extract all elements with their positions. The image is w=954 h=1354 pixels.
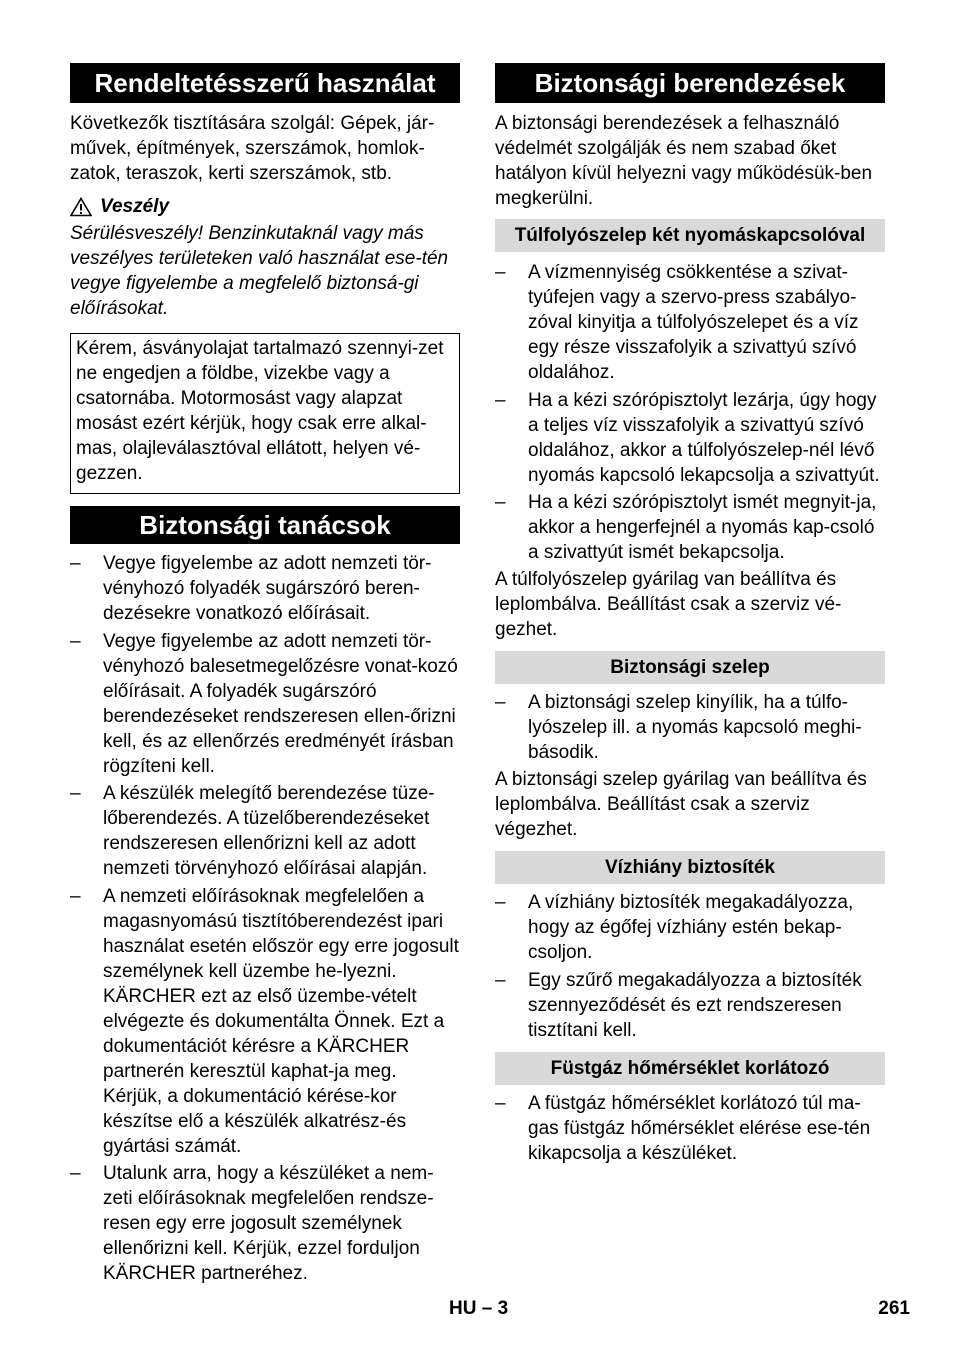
- safety-valve-list: [495, 690, 885, 765]
- warning-triangle-icon: [70, 197, 92, 217]
- safety-valve-note: A biztonsági szelep gyárilag van beállítva és leplombálva. Beállítást csak a szerviz végezhet.: [495, 769, 867, 840]
- danger-label: [70, 194, 460, 219]
- heading-safety-advice: Biztonsági tanácsok: [70, 506, 460, 544]
- right-column: [495, 63, 885, 1166]
- heading-safety-devices: Biztonsági berendezések: [495, 63, 885, 103]
- danger-text: Sérülésveszély! Benzinkutaknál vagy más veszélyes területeken való használat ese-tén vegye figyelembe a megfelelő biztonsá-gi előírásokat.: [70, 223, 449, 319]
- subheading-safety-valve: Biztonsági szelep: [495, 651, 885, 684]
- subheading-water-shortage: Vízhiány biztosíték: [495, 851, 885, 884]
- heading-intended-use: Rendeltetésszerű használat: [70, 63, 460, 103]
- danger-label-text: Veszély: [100, 196, 170, 217]
- safety-advice-list: [70, 551, 460, 1286]
- environment-note-box: [70, 333, 460, 494]
- flue-gas-list: [495, 1091, 885, 1166]
- list-item: – A vízhiány biztosíték megakadályozza, hogy az égőfej vízhiány estén bekap-csoljon.: [495, 892, 854, 963]
- subheading-overflow-valve: Túlfolyószelep két nyomáskapcsolóval: [495, 219, 885, 252]
- left-column: [70, 63, 460, 1286]
- list-item: – Ha a kézi szórópisztolyt lezárja, úgy hogy a teljes víz visszafolyik a szivattyú szívó oldalához, akkor a túlfolyószelep-nél lévő nyomás kapcsoló lekapcsolja a szivattyút.: [495, 389, 880, 486]
- footer-page-number: 261: [878, 1298, 910, 1319]
- list-item: – Ha a kézi szórópisztolyt ismét megnyit-ja, akkor a hengerfejnél a nyomás kap-csoló a szivattyút ismét bekapcsolja.: [495, 492, 877, 563]
- list-item: – Vegye figyelembe az adott nemzeti tör-vényhozó balesetmegelőzésre vonat-kozó előírásait. A folyadék sugárszóró berendezéseket rendszeresen ellen-őrizni kell, és az ellenőrzés eredményét írásban rögzíteni kell.: [70, 630, 458, 777]
- list-item: – Egy szűrő megakadályozza a biztosíték szennyeződését és ezt rendszeresen tisztítani kell.: [495, 969, 862, 1041]
- list-item: – A vízmennyiség csökkentése a szivat-tyúfejen vagy a szervo-press szabályo-zóval kinyitja a túlfolyószelepet és a víz egy része visszafolyik a szivattyú szívó oldalához.: [495, 262, 859, 383]
- environment-note-text: Kérem, ásványolajat tartalmazó szennyi-zet ne engedjen a földbe, vizekbe vagy a csatornába. Motormosást vagy alapzat mosást ezért kérjük, hogy csak erre alkal-mas, olajleválasztóval ellátott, helyen vé-gezzen.: [76, 338, 444, 484]
- list-item: – A nemzeti előírásoknak megfelelően a magasnyomású tisztítóberendezést ipari használat esetén először egy erre jogosult személynek kell üzembe he-lyezni. KÄRCHER ezt az első üzembe-vételt elvégezte és dokumentálta Önnek. Ezt a dokumentációt kérésre a KÄRCHER partnerén keresztül kaphat-ja meg. Kérjük, a dokumentáció kérése-kor készítse elő a készülék alkatrész-és gyártási számát.: [70, 885, 459, 1157]
- list-item: – A biztonsági szelep kinyílik, ha a túlfo-lyószelep ill. a nyomás kapcsoló meghi-básodik.: [495, 692, 862, 763]
- list-item: – Utalunk arra, hogy a készüléket a nem-zeti előírásoknak megfelelően rendsze-resen egy erre jogosult személynek ellenőrizni kell. Kérjük, ezzel forduljon KÄRCHER partneréhez.: [70, 1163, 434, 1284]
- safety-devices-intro: A biztonsági berendezések a felhasználó védelmét szolgálják és nem szabad őket hatályon kívül helyezni vagy működésük-ben megkerülni.: [495, 113, 873, 209]
- footer-language-page: HU – 3: [449, 1298, 509, 1319]
- list-item: – A füstgáz hőmérséklet korlátozó túl ma-gas füstgáz hőmérséklet elérése ese-tén kikapcsolja a készüléket.: [495, 1092, 871, 1164]
- list-item: – A készülék melegítő berendezése tüze-lőberendezés. A tüzelőberendezéseket rendszeresen ellenőrizni kell az adott nemzeti törvényhozó előírásai alapján.: [70, 783, 435, 879]
- intended-use-text: Következők tisztítására szolgál: Gépek, jár-művek, építmények, szerszámok, homlok-zatok, teraszok, kerti szerszámok, stb.: [70, 113, 435, 184]
- water-shortage-list: [495, 890, 885, 1043]
- subheading-flue-gas-limiter: Füstgáz hőmérséklet korlátozó: [495, 1052, 885, 1085]
- overflow-valve-note: A túlfolyószelep gyárilag van beállítva és leplombálva. Beállítást csak a szerviz vé-gezhet.: [495, 569, 842, 640]
- overflow-valve-list: [495, 260, 885, 565]
- list-item: – Vegye figyelembe az adott nemzeti tör-vényhozó folyadék sugárszóró beren-dezésekre vonatkozó előírásait.: [70, 553, 432, 624]
